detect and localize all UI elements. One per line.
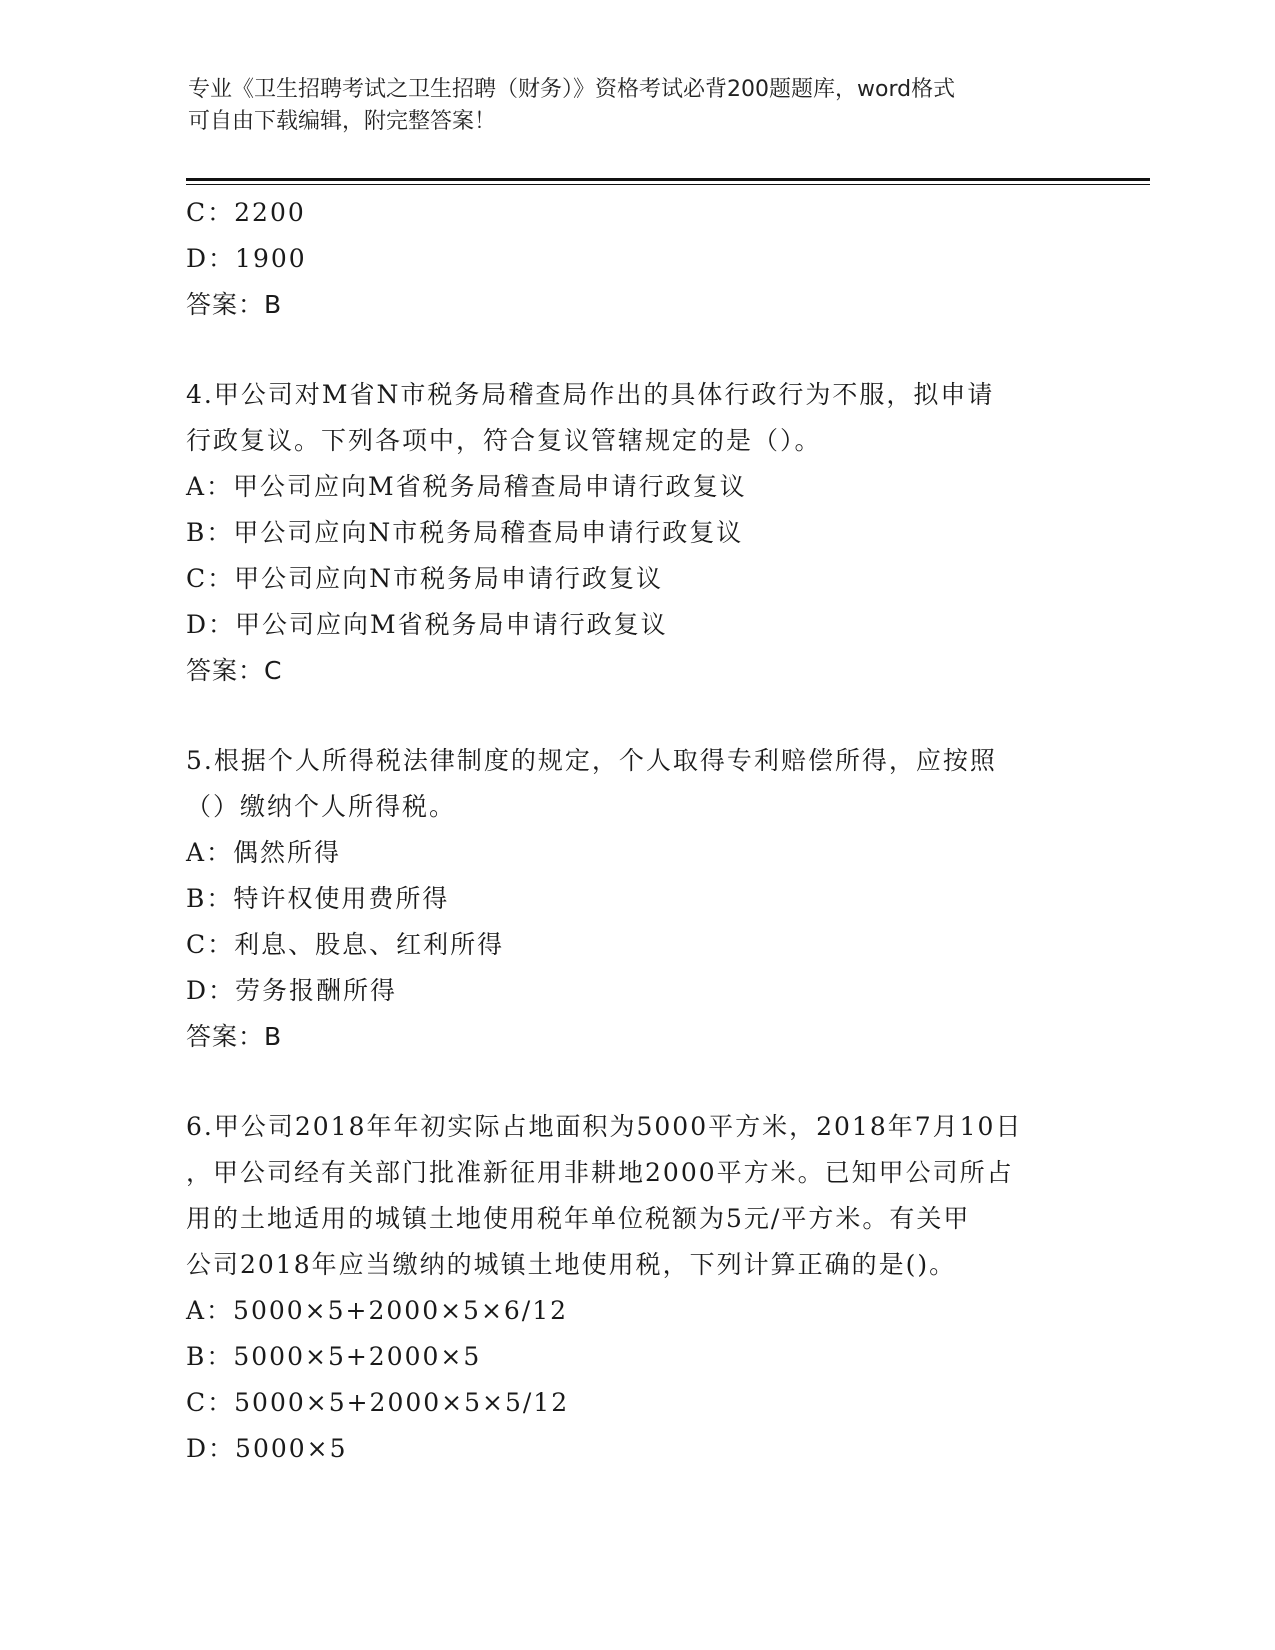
page-header <box>188 74 1088 138</box>
q4-option-b: B：甲公司应向N市税务局稽查局申请行政复议 <box>186 518 744 547</box>
q4-stem-line-1: 4.甲公司对M省N市税务局稽查局作出的具体行政行为不服，拟申请 <box>186 380 995 409</box>
q6-option-c: C：5000×5+2000×5×5/12 <box>186 1388 570 1417</box>
q5-option-a: A：偶然所得 <box>186 838 342 867</box>
q4-option-d: D：甲公司应向M省税务局申请行政复议 <box>186 610 668 639</box>
q5-answer: 答案：B <box>186 1022 283 1051</box>
question-gap <box>186 1060 1086 1104</box>
q6-option-a: A：5000×5+2000×5×6/12 <box>186 1296 569 1325</box>
q4-stem-line-2: 行政复议。下列各项中，符合复议管辖规定的是（）。 <box>186 426 822 455</box>
q6-option-d: D：5000×5 <box>186 1434 348 1463</box>
q6-stem-line-4: 公司2018年应当缴纳的城镇土地使用税，下列计算正确的是()。 <box>186 1250 957 1279</box>
question-5 <box>186 738 1086 1060</box>
q4-option-a: A：甲公司应向M省税务局稽查局申请行政复议 <box>186 472 747 501</box>
q6-stem-line-3: 用的土地适用的城镇土地使用税年单位税额为5元/平方米。有关甲 <box>186 1204 971 1233</box>
q3-option-c: C：2200 <box>186 198 306 227</box>
question-list <box>186 190 1086 1472</box>
question-gap <box>186 328 1086 372</box>
q3-option-d: D：1900 <box>186 244 307 273</box>
header-title-line-2: 可自由下载编辑，附完整答案！ <box>188 109 497 134</box>
q5-option-b: B：特许权使用费所得 <box>186 884 450 913</box>
q6-stem-line-1: 6.甲公司2018年年初实际占地面积为5000平方米，2018年7月10日 <box>186 1112 1023 1141</box>
question-6 <box>186 1104 1086 1472</box>
header-title-line-1: 专业《卫生招聘考试之卫生招聘（财务）》资格考试必背200题题库，word格式 <box>188 77 956 102</box>
header-rule-thin <box>186 184 1150 185</box>
q5-option-d: D：劳务报酬所得 <box>186 976 398 1005</box>
q4-answer: 答案：C <box>186 656 283 685</box>
header-rule-thick <box>186 178 1150 181</box>
q5-stem-line-2: （）缴纳个人所得税。 <box>186 792 457 821</box>
q6-option-b: B：5000×5+2000×5 <box>186 1342 482 1371</box>
q4-option-c: C：甲公司应向N市税务局申请行政复议 <box>186 564 664 593</box>
q5-stem-line-1: 5.根据个人所得税法律制度的规定，个人取得专利赔偿所得，应按照 <box>186 746 997 775</box>
q5-option-c: C：利息、股息、红利所得 <box>186 930 505 959</box>
q3-answer: 答案：B <box>186 290 283 319</box>
question-gap <box>186 694 1086 738</box>
question-3-tail <box>186 190 1086 328</box>
question-4 <box>186 372 1086 694</box>
q6-stem-line-2: ，甲公司经有关部门批准新征用非耕地2000平方米。已知甲公司所占 <box>186 1158 1014 1187</box>
